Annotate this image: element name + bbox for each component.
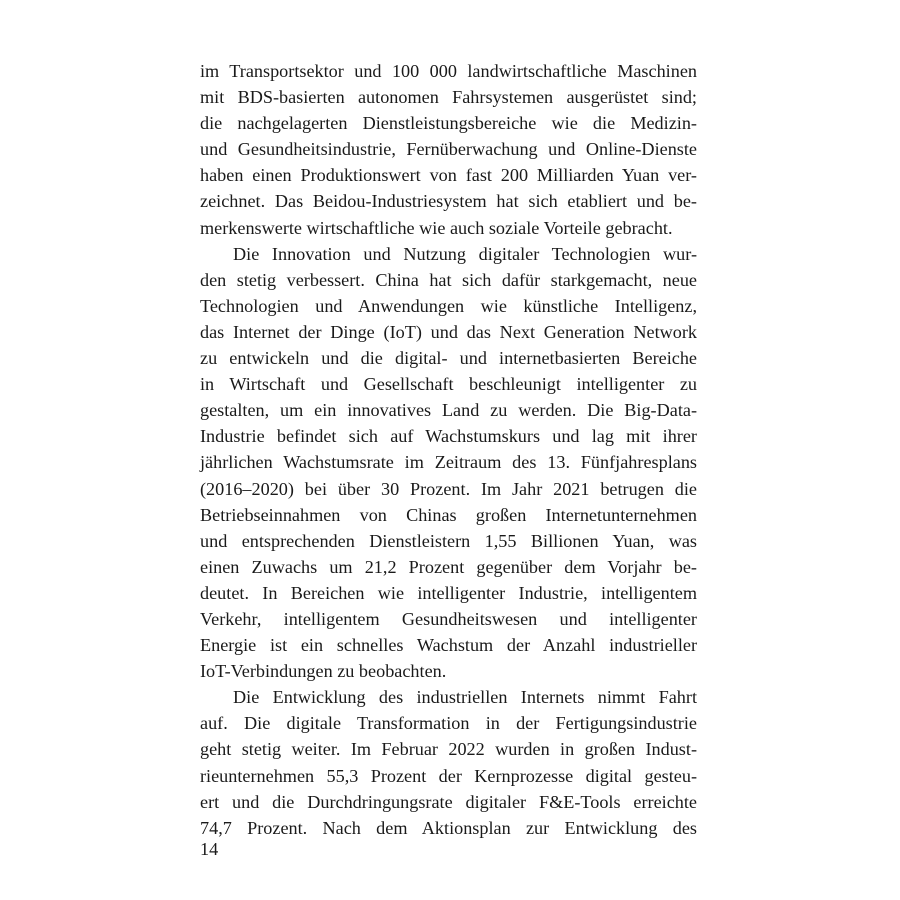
text-line: Energie ist ein schnelles Wachstum der Anzahl industrieller: [200, 635, 697, 656]
text-line: IoT-Verbindungen zu beobachten.: [200, 661, 447, 682]
text-line: Technologien und Anwendungen wie künstliche Intelligenz,: [200, 295, 697, 316]
text-line: und Gesundheitsindustrie, Fernüberwachung und Online-Dienste: [200, 139, 697, 160]
text-line: ert und die Durchdringungsrate digitaler F&E-Tools erreichte: [200, 791, 697, 812]
text-line: jährlichen Wachstumsrate im Zeitraum des 13. Fünfjahresplans: [200, 452, 697, 473]
page-number: 14: [200, 839, 219, 859]
text-line: rieunternehmen 55,3 Prozent der Kernprozesse digital gesteu-: [200, 765, 697, 786]
text-line: Industrie befindet sich auf Wachstumskurs und lag mit ihrer: [200, 426, 697, 447]
text-line: im Transportsektor und 100 000 landwirtschaftliche Maschinen: [200, 61, 697, 81]
text-line: einen Zuwachs um 21,2 Prozent gegenüber dem Vorjahr be-: [200, 556, 697, 577]
text-line: mit BDS-basierten autonomen Fahrsystemen ausgerüstet sind;: [200, 87, 697, 108]
text-line: zu entwickeln und die digital- und internetbasierten Bereiche: [200, 348, 697, 369]
text-line: die nachgelagerten Dienstleistungsbereiche wie die Medizin-: [200, 113, 697, 134]
text-line: (2016–2020) bei über 30 Prozent. Im Jahr 2021 betrugen die: [200, 478, 697, 499]
paragraph-1: [200, 58, 697, 241]
text-line: Die Entwicklung des industriellen Internets nimmt Fahrt: [233, 687, 697, 708]
text-line: 74,7 Prozent. Nach dem Aktionsplan zur Entwicklung des: [200, 817, 697, 838]
text-line: merkenswerte wirtschaftliche wie auch soziale Vorteile gebracht.: [200, 217, 673, 238]
text-line: in Wirtschaft und Gesellschaft beschleunigt intelligenter zu: [200, 374, 697, 395]
text-line: zeichnet. Das Beidou-Industriesystem hat sich etabliert und be-: [200, 191, 697, 212]
text-line: das Internet der Dinge (IoT) und das Next Generation Network: [200, 321, 697, 342]
body-text: [200, 58, 697, 841]
text-line: und entsprechenden Dienstleistern 1,55 Billionen Yuan, was: [200, 530, 697, 551]
text-line: deutet. In Bereichen wie intelligenter Industrie, intelligentem: [200, 582, 697, 603]
text-line: haben einen Produktionswert von fast 200 Milliarden Yuan ver-: [200, 165, 697, 186]
text-line: Die Innovation und Nutzung digitaler Technologien wur-: [233, 243, 697, 264]
paragraph-2: [200, 241, 697, 685]
text-line: Betriebseinnahmen von Chinas großen Internetunternehmen: [200, 504, 697, 525]
text-line: geht stetig weiter. Im Februar 2022 wurden in großen Indust-: [200, 739, 697, 760]
paragraph-3: [200, 684, 697, 841]
text-line: auf. Die digitale Transformation in der Fertigungsindustrie: [200, 713, 697, 734]
text-line: gestalten, um ein innovatives Land zu werden. Die Big-Data-: [200, 400, 697, 421]
text-line: den stetig verbessert. China hat sich dafür starkgemacht, neue: [200, 269, 697, 290]
text-line: Verkehr, intelligentem Gesundheitswesen und intelligenter: [200, 608, 697, 629]
